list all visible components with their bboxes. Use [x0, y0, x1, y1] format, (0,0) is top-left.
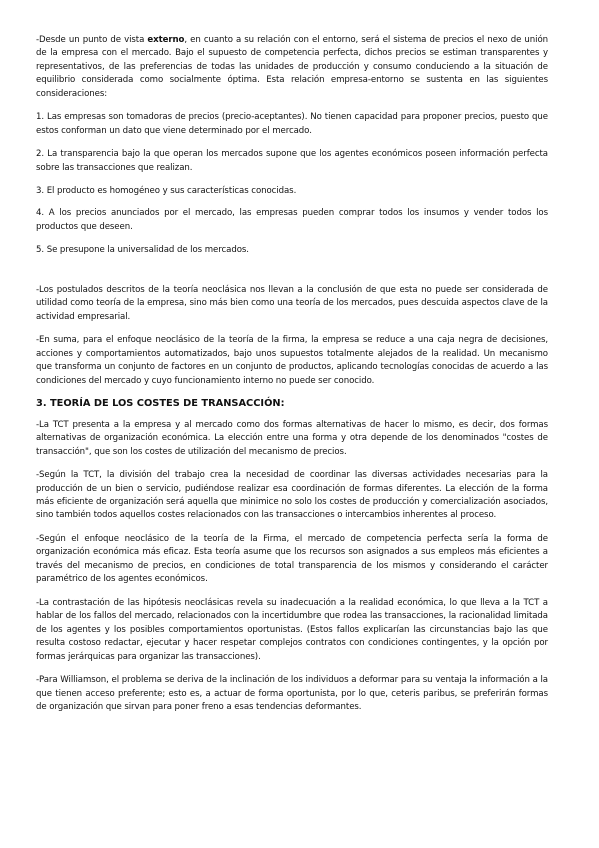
- tct-paragraph-5: -Para Williamson, el problema se deriva de la inclinación de los individuos a deformar para su ventaja la información a la que tienen acceso preferente; esto es, a actuar de forma oportunista, por lo que, ceteris paribus, se preferirán formas de organización que sirvan para poner freno a esas tendencias deformantes.: [36, 675, 548, 712]
- tct-paragraph-1: -La TCT presenta a la empresa y al mercado como dos formas alternativas de hacer lo mismo, es decir, dos formas alternativas de organización económica. La elección entre una forma y otra depende de los denominados "costes de transacción", que son los costes de utilización del mecanismo de precios.: [36, 419, 548, 457]
- postulates-paragraph: -Los postulados descritos de la teoría neoclásica nos llevan a la conclusión de que esta no puede ser considerada de utilidad como teoría de la empresa, sino más bien como una teoría de los mercados, pues descuida aspectos clave de la actividad empresarial.: [36, 285, 548, 322]
- intro-text-end: , en cuanto a su relación con el entorno, será el sistema de precios el nexo de unión de la empresa con el mercado. Bajo el supuesto de competencia perfecta, dichos precios se estiman transparentes y representativos, de las preferencias de todas las unidades de producción y consumo conduciendo a la situación de equilibrio considerada como socialmente óptima. Esta relación empresa-entorno se sustenta en las siguientes consideraciones:: [36, 35, 548, 99]
- consideration-2: 2. La transparencia bajo la que operan los mercados supone que los agentes económicos poseen información perfecta sobre las transacciones que realizan.: [36, 149, 548, 173]
- intro-paragraph: [36, 34, 548, 101]
- tct-paragraph-4: -La contrastación de las hipótesis neoclásicas revela su inadecuación a la realidad económica, lo que lleva a la TCT a hablar de los fallos del mercado, relacionados con la incertidumbre que rodea las transacciones, la racionalidad limitada de los agentes y los posibles comportamientos oportunistas. (Estos fallos explicarían las circunstancias bajo las que resulta costoso redactar, ejecutar y hacer respetar complejos contratos con condiciones contingentes, y la opción por formas jerárquicas para organizar las transacciones).: [36, 597, 548, 662]
- document-page: [36, 34, 548, 725]
- tct-paragraph-3: -Según el enfoque neoclásico de la teoría de la Firma, el mercado de competencia perfecta sería la forma de organización económica más eficaz. Esta teoría asume que los recursos son asignados a sus empleos más eficientes a través del mecanismo de precios, en condiciones de total transparencia de los mismos y considerando el carácter paramétrico de los agentes económicos.: [36, 534, 548, 585]
- consideration-1: 1. Las empresas son tomadoras de precios (precio-aceptantes). No tienen capacidad para proponer precios, puesto que estos conforman un dato que viene determinado por el mercado.: [36, 112, 548, 136]
- intro-text-start: -Desde un punto de vista: [36, 35, 148, 45]
- blank-gap: [36, 268, 548, 284]
- consideration-3: 3. El producto es homogéneo y sus características conocidas.: [36, 186, 297, 197]
- summary-paragraph: -En suma, para el enfoque neoclásico de la teoría de la firma, la empresa se reduce a una caja negra de decisiones, acciones y comportamientos automatizados, bajo unos supuestos totalmente alejados de la realidad. Un mecanismo que transforma un conjunto de factores en un conjunto de productos, aplicando tecnologías conocidas de acuerdo a las condiciones del mercado y cuyo funcionamiento interno no puede ser conocido.: [36, 335, 548, 386]
- intro-bold-term: externo: [147, 35, 185, 45]
- consideration-4: 4. A los precios anunciados por el mercado, las empresas pueden comprar todos los insumos y vender todos los productos que deseen.: [36, 208, 548, 232]
- consideration-5: 5. Se presupone la universalidad de los mercados.: [36, 245, 249, 256]
- section-heading: 3. TEORÍA DE LOS COSTES DE TRANSACCIÓN:: [36, 397, 285, 409]
- tct-paragraph-2: -Según la TCT, la división del trabajo crea la necesidad de coordinar las diversas actividades necesarias para la producción de un bien o servicio, pudiéndose realizar esa coordinación de formas diferentes. La elección de la forma más eficiente de organización será aquella que minimice no solo los costes de producción y comercialización asociados, sino también todos aquellos costes relacionados con las transacciones o intercambios inherentes al proceso.: [36, 470, 548, 521]
